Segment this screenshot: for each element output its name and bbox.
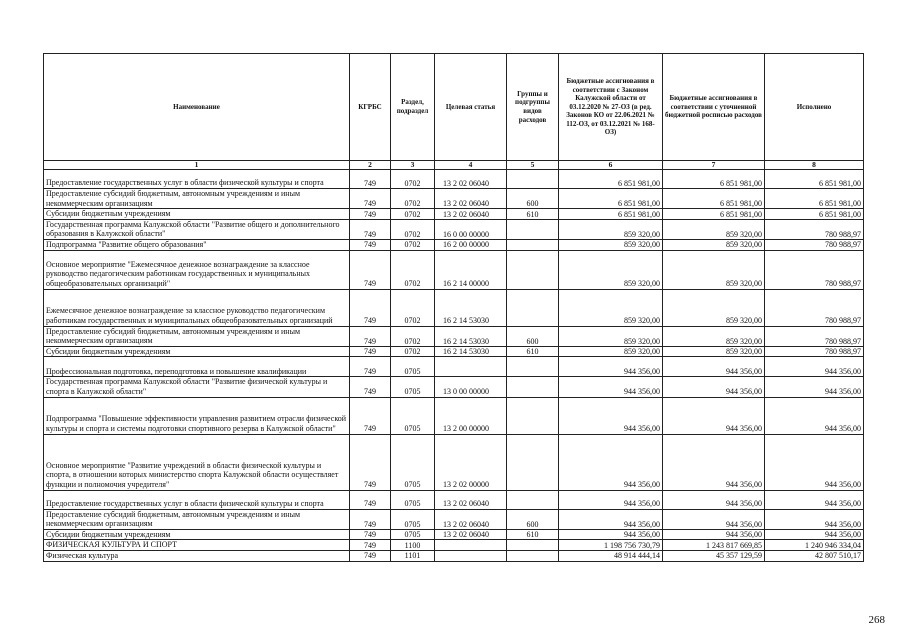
row-group: 600: [507, 509, 559, 529]
row-done-amount: 780 988,97: [765, 250, 864, 289]
row-kgrbs: 749: [350, 509, 391, 529]
budget-table: [43, 53, 864, 562]
row-refined-amount: 944 356,00: [663, 529, 765, 540]
row-kgrbs: 749: [350, 250, 391, 289]
col-number: 2: [350, 161, 391, 170]
table-row: [44, 326, 864, 346]
row-target: 13 0 00 00000: [435, 377, 507, 397]
header-row: [44, 54, 864, 161]
row-group: 600: [507, 189, 559, 209]
row-kgrbs: 749: [350, 170, 391, 189]
row-name: Предоставление субсидий бюджетным, автономным учреждениям и иным некоммерческим организациям: [44, 326, 350, 346]
row-kgrbs: 749: [350, 219, 391, 239]
row-name: Физическая культура: [44, 550, 350, 561]
row-kgrbs: 749: [350, 490, 391, 509]
table-row: [44, 346, 864, 357]
table-row: [44, 250, 864, 289]
row-group: [507, 490, 559, 509]
col-number: 1: [44, 161, 350, 170]
row-name: Государственная программа Калужской области "Развитие физической культуры и спорта в Калужской области": [44, 377, 350, 397]
row-refined-amount: 859 320,00: [663, 326, 765, 346]
row-refined-amount: 859 320,00: [663, 219, 765, 239]
table-row: [44, 550, 864, 561]
row-group: [507, 357, 559, 377]
row-refined-amount: 6 851 981,00: [663, 170, 765, 189]
row-done-amount: 944 356,00: [765, 529, 864, 540]
table-row: [44, 170, 864, 189]
col-number: 5: [507, 161, 559, 170]
row-target: 13 2 00 00000: [435, 397, 507, 434]
row-kgrbs: 749: [350, 397, 391, 434]
table-row: [44, 219, 864, 239]
table-row: [44, 529, 864, 540]
row-section: 0705: [391, 377, 435, 397]
header-kgrbs: КГРБС: [350, 54, 391, 161]
row-kgrbs: 749: [350, 289, 391, 326]
row-law-amount: 944 356,00: [559, 434, 663, 490]
row-law-amount: 859 320,00: [559, 346, 663, 357]
table-row: [44, 377, 864, 397]
row-law-amount: 859 320,00: [559, 239, 663, 250]
row-done-amount: 944 356,00: [765, 397, 864, 434]
page-number: 268: [868, 614, 885, 626]
row-name: Предоставление субсидий бюджетным, автономным учреждениям и иным некоммерческим организациям: [44, 509, 350, 529]
row-law-amount: 944 356,00: [559, 397, 663, 434]
row-name: ФИЗИЧЕСКАЯ КУЛЬТУРА И СПОРТ: [44, 540, 350, 551]
row-kgrbs: 749: [350, 209, 391, 220]
col-number: 3: [391, 161, 435, 170]
row-done-amount: 780 988,97: [765, 239, 864, 250]
row-refined-amount: 944 356,00: [663, 490, 765, 509]
row-name: Профессиональная подготовка, переподготовка и повышение квалификации: [44, 357, 350, 377]
row-law-amount: 859 320,00: [559, 250, 663, 289]
row-kgrbs: 749: [350, 540, 391, 551]
row-law-amount: 6 851 981,00: [559, 209, 663, 220]
column-number-row: [44, 161, 864, 170]
row-target: 13 2 02 06040: [435, 509, 507, 529]
row-section: 0702: [391, 346, 435, 357]
row-kgrbs: 749: [350, 434, 391, 490]
row-group: 610: [507, 529, 559, 540]
row-target: [435, 357, 507, 377]
row-target: 16 2 14 00000: [435, 250, 507, 289]
row-refined-amount: 944 356,00: [663, 397, 765, 434]
row-target: 16 0 00 00000: [435, 219, 507, 239]
row-name: Субсидии бюджетным учреждениям: [44, 346, 350, 357]
row-name: Основное мероприятие "Ежемесячное денежное вознаграждение за классное руководство педагогическим работникам государственных и муниципальных общеобразовательных организаций": [44, 250, 350, 289]
row-refined-amount: 859 320,00: [663, 250, 765, 289]
table-row: [44, 540, 864, 551]
col-number: 4: [435, 161, 507, 170]
row-section: 0702: [391, 289, 435, 326]
row-target: 13 2 02 06040: [435, 490, 507, 509]
row-name: Государственная программа Калужской области "Развитие общего и дополнительного образования в Калужской области": [44, 219, 350, 239]
row-section: 0702: [391, 170, 435, 189]
row-refined-amount: 859 320,00: [663, 346, 765, 357]
row-group: [507, 219, 559, 239]
col-number: 8: [765, 161, 864, 170]
row-target: 16 2 14 53030: [435, 346, 507, 357]
row-done-amount: 780 988,97: [765, 219, 864, 239]
row-section: 0702: [391, 250, 435, 289]
row-target: 16 2 00 00000: [435, 239, 507, 250]
row-section: 1101: [391, 550, 435, 561]
row-done-amount: 944 356,00: [765, 434, 864, 490]
row-done-amount: 6 851 981,00: [765, 170, 864, 189]
row-section: 0705: [391, 509, 435, 529]
row-refined-amount: 45 357 129,59: [663, 550, 765, 561]
row-kgrbs: 749: [350, 189, 391, 209]
table-row: [44, 357, 864, 377]
row-name: Субсидии бюджетным учреждениям: [44, 529, 350, 540]
row-target: 13 2 02 06040: [435, 529, 507, 540]
row-kgrbs: 749: [350, 529, 391, 540]
row-kgrbs: 749: [350, 357, 391, 377]
row-done-amount: 944 356,00: [765, 357, 864, 377]
row-group: [507, 377, 559, 397]
row-section: 0702: [391, 326, 435, 346]
col-number: 7: [663, 161, 765, 170]
row-law-amount: 944 356,00: [559, 490, 663, 509]
header-refined: Бюджетные ассигнования в соответствии с уточненной бюджетной росписью расходов: [663, 54, 765, 161]
row-target: 13 2 02 00000: [435, 434, 507, 490]
row-target: 13 2 02 06040: [435, 209, 507, 220]
row-group: [507, 239, 559, 250]
row-kgrbs: 749: [350, 346, 391, 357]
row-group: [507, 434, 559, 490]
row-name: Подпрограмма "Развитие общего образования": [44, 239, 350, 250]
header-law: Бюджетные ассигнования в соответствии с Законом Калужской области от 03.12.2020 № 27-ОЗ (в ред. Законов КО от 22.06.2021 № 112-ОЗ, от 03.12.2021 № 168-ОЗ): [559, 54, 663, 161]
row-done-amount: 780 988,97: [765, 346, 864, 357]
row-refined-amount: 859 320,00: [663, 289, 765, 326]
row-name: Предоставление государственных услуг в области физической культуры и спорта: [44, 490, 350, 509]
table-row: [44, 490, 864, 509]
row-group: 600: [507, 326, 559, 346]
col-number: 6: [559, 161, 663, 170]
row-target: 16 2 14 53030: [435, 326, 507, 346]
row-law-amount: 944 356,00: [559, 357, 663, 377]
row-target: [435, 550, 507, 561]
row-law-amount: 6 851 981,00: [559, 170, 663, 189]
table-row: [44, 239, 864, 250]
row-done-amount: 6 851 981,00: [765, 209, 864, 220]
table-row: [44, 209, 864, 220]
row-section: 0705: [391, 529, 435, 540]
row-section: 0705: [391, 397, 435, 434]
table-row: [44, 289, 864, 326]
row-kgrbs: 749: [350, 377, 391, 397]
row-refined-amount: 859 320,00: [663, 239, 765, 250]
row-group: [507, 250, 559, 289]
row-done-amount: 944 356,00: [765, 490, 864, 509]
row-refined-amount: 944 356,00: [663, 357, 765, 377]
row-law-amount: 859 320,00: [559, 219, 663, 239]
row-law-amount: 1 198 756 730,79: [559, 540, 663, 551]
row-law-amount: 6 851 981,00: [559, 189, 663, 209]
row-done-amount: 944 356,00: [765, 377, 864, 397]
row-name: Предоставление государственных услуг в области физической культуры и спорта: [44, 170, 350, 189]
row-section: 0702: [391, 239, 435, 250]
row-group: [507, 550, 559, 561]
row-section: 0702: [391, 219, 435, 239]
row-name: Субсидии бюджетным учреждениям: [44, 209, 350, 220]
row-refined-amount: 944 356,00: [663, 377, 765, 397]
table-row: [44, 509, 864, 529]
row-law-amount: 944 356,00: [559, 377, 663, 397]
row-section: 0702: [391, 209, 435, 220]
row-law-amount: 859 320,00: [559, 326, 663, 346]
row-group: [507, 289, 559, 326]
row-law-amount: 944 356,00: [559, 509, 663, 529]
row-name: Основное мероприятие "Развитие учреждений в области физической культуры и спорта, в отношении которых министерство спорта Калужской области осуществляет функции и полномочия учредителя": [44, 434, 350, 490]
row-done-amount: 780 988,97: [765, 289, 864, 326]
table-row: [44, 397, 864, 434]
row-section: 0705: [391, 490, 435, 509]
row-refined-amount: 944 356,00: [663, 434, 765, 490]
header-groups: Группы и подгруппы видов расходов: [507, 54, 559, 161]
row-group: [507, 170, 559, 189]
header-done: Исполнено: [765, 54, 864, 161]
row-target: 16 2 14 53030: [435, 289, 507, 326]
table-body: [44, 170, 864, 562]
row-kgrbs: 749: [350, 326, 391, 346]
row-kgrbs: 749: [350, 550, 391, 561]
row-section: 0705: [391, 434, 435, 490]
row-done-amount: 6 851 981,00: [765, 189, 864, 209]
row-done-amount: 42 807 510,17: [765, 550, 864, 561]
row-done-amount: 1 240 946 334,04: [765, 540, 864, 551]
row-target: 13 2 02 06040: [435, 189, 507, 209]
row-law-amount: 944 356,00: [559, 529, 663, 540]
row-section: 0705: [391, 357, 435, 377]
row-group: 610: [507, 209, 559, 220]
row-group: [507, 397, 559, 434]
row-target: [435, 540, 507, 551]
row-done-amount: 944 356,00: [765, 509, 864, 529]
row-refined-amount: 944 356,00: [663, 509, 765, 529]
row-group: 610: [507, 346, 559, 357]
row-section: 0702: [391, 189, 435, 209]
row-name: Предоставление субсидий бюджетным, автономным учреждениям и иным некоммерческим организациям: [44, 189, 350, 209]
row-name: Ежемесячное денежное вознаграждение за классное руководство педагогическим работникам государственных и муниципальных общеобразовательных организаций: [44, 289, 350, 326]
row-refined-amount: 6 851 981,00: [663, 189, 765, 209]
row-law-amount: 859 320,00: [559, 289, 663, 326]
row-group: [507, 540, 559, 551]
budget-sheet: [43, 53, 863, 562]
table-row: [44, 434, 864, 490]
row-refined-amount: 6 851 981,00: [663, 209, 765, 220]
row-refined-amount: 1 243 817 669,85: [663, 540, 765, 551]
row-law-amount: 48 914 444,14: [559, 550, 663, 561]
row-done-amount: 780 988,97: [765, 326, 864, 346]
row-section: 1100: [391, 540, 435, 551]
row-target: 13 2 02 06040: [435, 170, 507, 189]
row-name: Подпрограмма "Повышение эффективности управления развитием отрасли физической культуры и спорта и системы подготовки спортивного резерва в Калужской области": [44, 397, 350, 434]
table-row: [44, 189, 864, 209]
header-name: Наименование: [44, 54, 350, 161]
header-target: Целевая статья: [435, 54, 507, 161]
header-section: Раздел, подраздел: [391, 54, 435, 161]
row-kgrbs: 749: [350, 239, 391, 250]
